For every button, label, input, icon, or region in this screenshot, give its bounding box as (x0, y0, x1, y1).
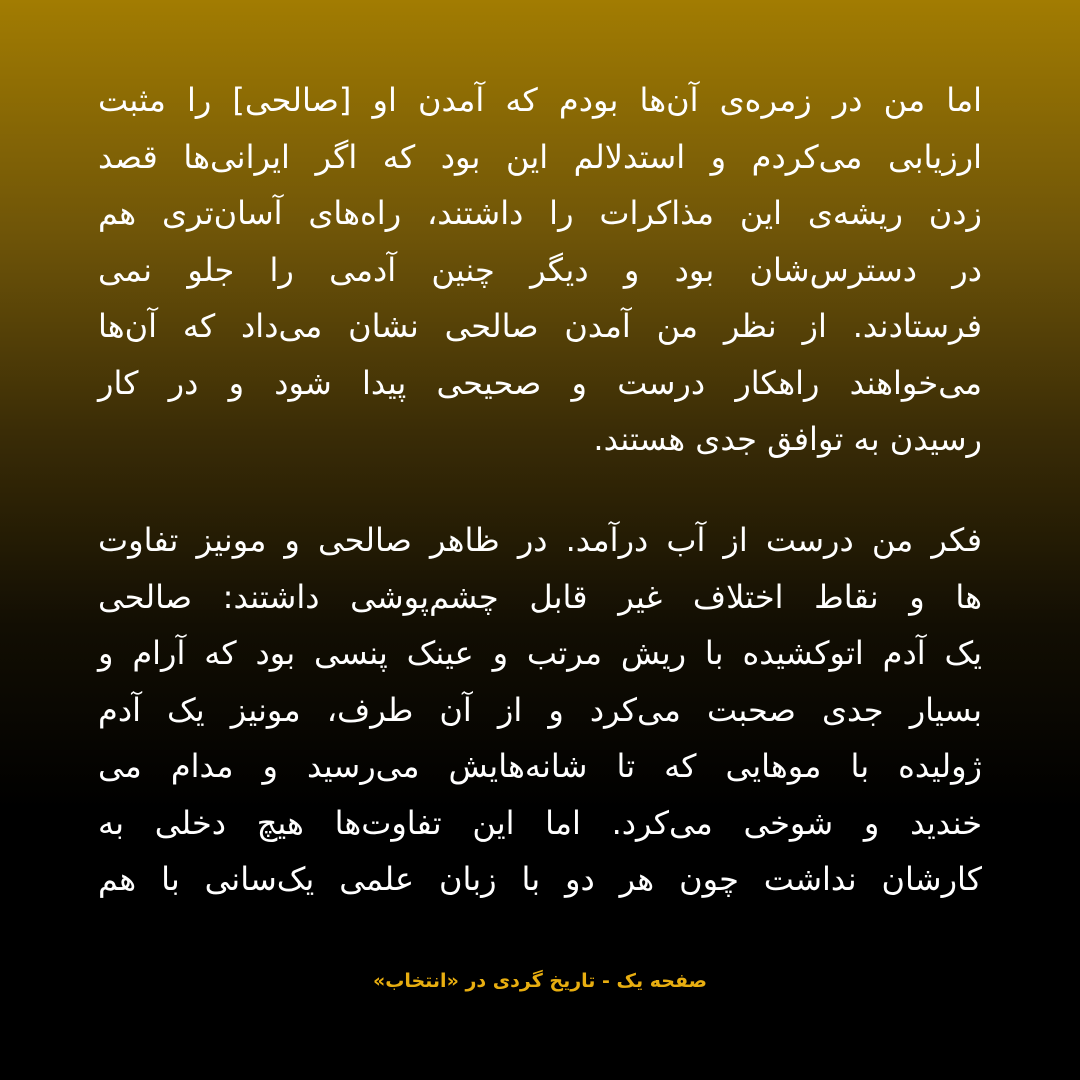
text-line: ژولیده با موهایی که تا شانه‌هایش می‌رسید و مدام می (98, 747, 982, 785)
text-line: ها و نقاط اختلاف غیر قابل چشم‌پوشی داشتند: صالحی (98, 577, 982, 616)
text-line: اما من در زمره‌ی آن‌ها بودم که آمدن او [صالحی] را مثبت (98, 81, 982, 119)
text-line: می‌خواهند راهکار درست و صحیحی پیدا شود و در کار (98, 363, 982, 402)
paragraph-2 (98, 512, 982, 908)
text-line: کارشان نداشت چون هر دو با زبان علمی یک‌سانی با هم (98, 860, 982, 898)
text-line: بسیار جدی صحبت می‌کرد و از آن طرف، مونیز یک آدم (98, 690, 982, 729)
text-line: در دسترس‌شان بود و دیگر چنین آدمی را جلو نمی (98, 250, 982, 289)
text-line: زدن ریشه‌ی این مذاکرات را داشتند، راه‌های آسان‌تری هم (98, 194, 982, 232)
paragraph-1 (98, 72, 982, 468)
text-line: رسیدن به توافق جدی هستند. (593, 420, 982, 458)
text-line: خندید و شوخی می‌کرد. اما این تفاوت‌ها هیچ دخلی به (98, 803, 982, 842)
text-line: یک آدم اتوکشیده با ریش مرتب و عینک پنسی بود که آرام و (98, 634, 982, 672)
text-line: ارزیابی می‌کردم و استدلالم این بود که اگر ایرانی‌ها قصد (98, 137, 982, 176)
page-footer-caption: صفحه یک - تاریخ گردی در «انتخاب» (372, 970, 708, 992)
text-line: فکر من درست از آب درآمد. در ظاهر صالحی و مونیز تفاوت (98, 521, 982, 559)
text-line: فرستادند. از نظر من آمدن صالحی نشان می‌داد که آن‌ها (98, 307, 982, 345)
